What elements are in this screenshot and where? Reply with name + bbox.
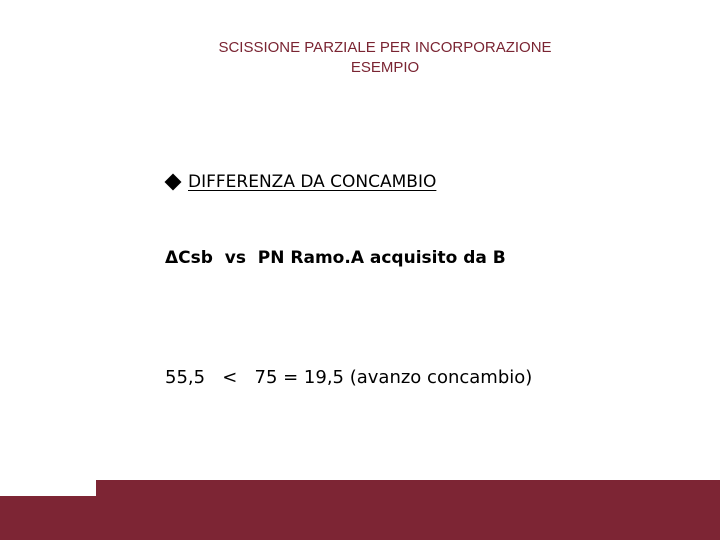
calculation-text: 55,5 < 75 = 19,5 (avanzo concambio) [165, 367, 533, 388]
section-heading [163, 172, 436, 192]
slide-title-line1: SCISSIONE PARZIALE PER INCORPORAZIONE [218, 39, 552, 56]
comparison-text: ΔCsb vs PN Ramo.A acquisito da B [165, 248, 506, 268]
slide-title-line2: ESEMPIO [350, 59, 420, 76]
footer-bar [96, 480, 720, 540]
slide-title [0, 38, 720, 78]
footer-bar-left [0, 496, 96, 540]
diamond-bullet-icon [165, 174, 182, 191]
section-heading-label: DIFFERENZA DA CONCAMBIO [188, 172, 437, 192]
